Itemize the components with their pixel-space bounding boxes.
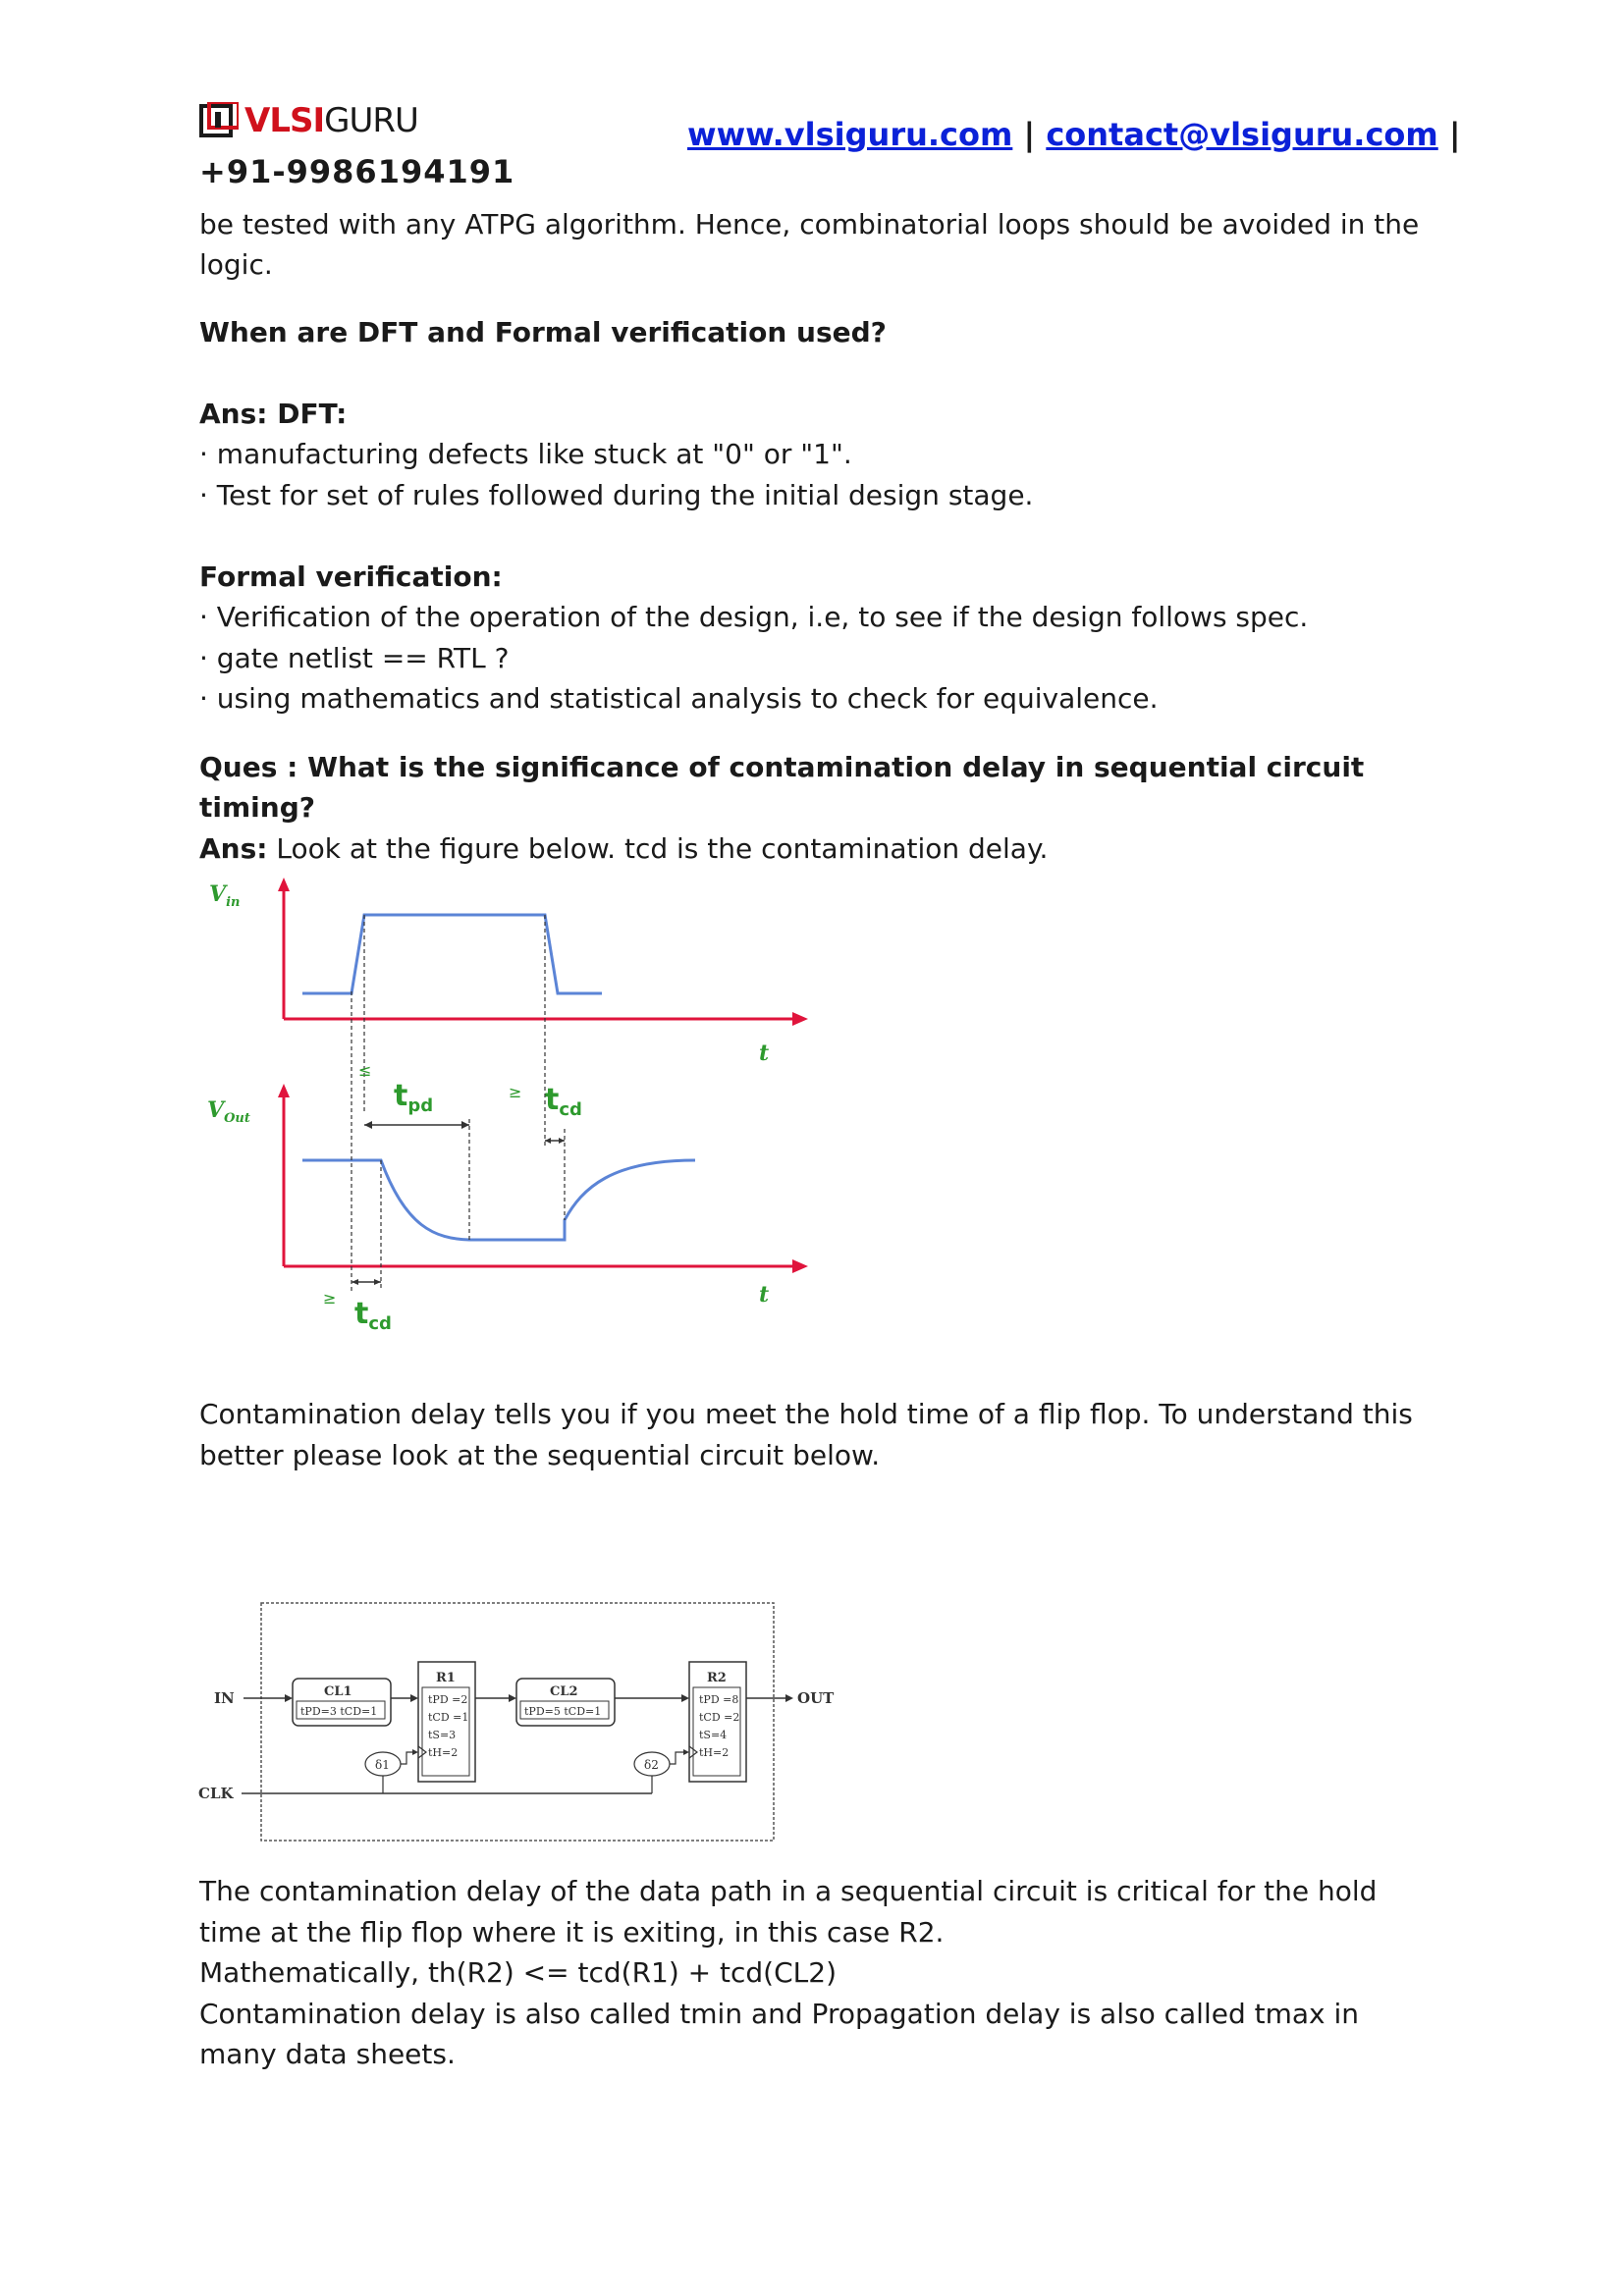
formal-heading: Formal verification: <box>199 561 503 593</box>
header-links <box>687 116 1461 153</box>
cl2-title: CL2 <box>550 1684 578 1699</box>
delta1-label: δ1 <box>375 1758 390 1772</box>
header-separator: | <box>1023 116 1036 153</box>
r1-param: tH=2 <box>428 1746 459 1759</box>
tcd-ge-symbol: ≥ <box>323 1289 337 1308</box>
paragraph-2-line-2: time at the flip flop where it is exiting, in this case R2. <box>199 1916 945 1949</box>
paragraph-2-line-5: many data sheets. <box>199 2038 456 2070</box>
cl2-r2-arrow <box>681 1694 689 1702</box>
vout-label: $V_{Out}$ <box>207 1097 250 1126</box>
out-label: OUT <box>797 1689 835 1707</box>
r1-title: R1 <box>436 1671 456 1685</box>
timing-diagram <box>199 874 847 1355</box>
r2-param: tCD =2 <box>699 1711 740 1724</box>
vout-signal <box>302 1160 695 1240</box>
r2-param: tS=4 <box>699 1729 728 1741</box>
tpd-arrowhead-right <box>461 1121 469 1129</box>
cl1-title: CL1 <box>324 1684 352 1699</box>
logo-mark-icon <box>199 102 239 139</box>
r2-param: tPD =8 <box>699 1693 739 1706</box>
tcd-label-lower: $t_{cd}$ <box>354 1297 392 1334</box>
dft-item: · Test for set of rules followed during the initial design stage. <box>199 479 1034 511</box>
r1-cl2-arrow <box>509 1694 516 1702</box>
vout-t-label: t <box>759 1282 770 1308</box>
answer-label: Ans: <box>199 832 268 865</box>
cl1-r1-arrow <box>410 1694 418 1702</box>
tcd-arrowhead <box>374 1279 381 1285</box>
paragraph-1-line-1: Contamination delay tells you if you meet the hold time of a flip flop. To understand this <box>199 1398 1413 1430</box>
tcd-arrowhead <box>545 1138 551 1144</box>
paragraph-2-line-1: The contamination delay of the data path in a sequential circuit is critical for the hold <box>199 1875 1378 1907</box>
cl1-params: tPD=3 tCD=1 <box>300 1705 378 1718</box>
vin-t-label: t <box>759 1041 770 1066</box>
question-dft-formal: When are DFT and Formal verification used? <box>199 316 887 348</box>
vin-y-arrow <box>278 878 290 891</box>
clk-label: CLK <box>198 1785 234 1802</box>
tpd-label: $t_{pd}$ <box>394 1079 434 1116</box>
r2-param: tH=2 <box>699 1746 730 1759</box>
tcd-label-upper: $t_{cd}$ <box>545 1083 582 1120</box>
r1-param: tPD =2 <box>428 1693 468 1706</box>
delta2-arrow <box>683 1749 689 1755</box>
vlsiguru-logo[interactable] <box>199 98 418 143</box>
r2-title: R2 <box>707 1671 727 1685</box>
answer-text: Look at the figure below. tcd is the contamination delay. <box>267 832 1049 865</box>
delta1-to-r1 <box>401 1752 412 1764</box>
tpd-arrowhead-left <box>364 1121 372 1129</box>
vin-x-arrow <box>792 1012 808 1026</box>
r1-param: tCD =1 <box>428 1711 469 1724</box>
formal-item: · using mathematics and statistical analysis to check for equivalence. <box>199 682 1159 715</box>
paragraph-2-line-4: Contamination delay is also called tmin and Propagation delay is also called tmax in <box>199 1998 1360 2030</box>
in-label: IN <box>214 1689 235 1707</box>
website-link[interactable]: www.vlsiguru.com <box>687 116 1013 153</box>
intro-line-2: logic. <box>199 248 273 281</box>
in-arrow <box>285 1694 293 1702</box>
delta1-arrow <box>412 1749 418 1755</box>
question-contamination-line-2: timing? <box>199 791 315 824</box>
sequential-circuit-diagram <box>196 1595 844 1850</box>
delta2-label: δ2 <box>644 1758 659 1772</box>
paragraph-1-line-2: better please look at the sequential circuit below. <box>199 1439 881 1471</box>
tpd-le-symbol: ≤ <box>358 1061 372 1080</box>
delta2-to-r2 <box>670 1752 683 1764</box>
tcd-arrowhead <box>559 1138 565 1144</box>
formal-item: · Verification of the operation of the design, i.e, to see if the design follows spec. <box>199 601 1309 633</box>
email-link[interactable]: contact@vlsiguru.com <box>1046 116 1438 153</box>
r1-param: tS=3 <box>428 1729 457 1741</box>
vin-label: $V_{in}$ <box>209 881 241 910</box>
question-contamination-line-1: Ques : What is the significance of contamination delay in sequential circuit <box>199 751 1365 783</box>
vin-signal <box>302 915 602 993</box>
logo-text: VLSIGURU <box>244 101 418 140</box>
dft-item: · manufacturing defects like stuck at "0" or "1". <box>199 438 852 470</box>
answer-contamination <box>199 828 1436 870</box>
answer-dft-heading: Ans: DFT: <box>199 398 348 430</box>
header-separator-end: | <box>1448 116 1461 153</box>
tcd-arrowhead <box>352 1279 358 1285</box>
tcd-ge-symbol: ≥ <box>509 1083 522 1101</box>
phone-number: +91-9986194191 <box>199 153 515 190</box>
vout-y-arrow <box>278 1084 290 1097</box>
cl2-params: tPD=5 tCD=1 <box>524 1705 602 1718</box>
paragraph-2-line-3: Mathematically, th(R2) <= tcd(R1) + tcd(CL2) <box>199 1956 837 1989</box>
intro-line-1: be tested with any ATPG algorithm. Hence, combinatorial loops should be avoided in the <box>199 208 1420 240</box>
out-arrow <box>785 1694 793 1702</box>
formal-item: · gate netlist == RTL ? <box>199 642 510 674</box>
vout-x-arrow <box>792 1259 808 1273</box>
